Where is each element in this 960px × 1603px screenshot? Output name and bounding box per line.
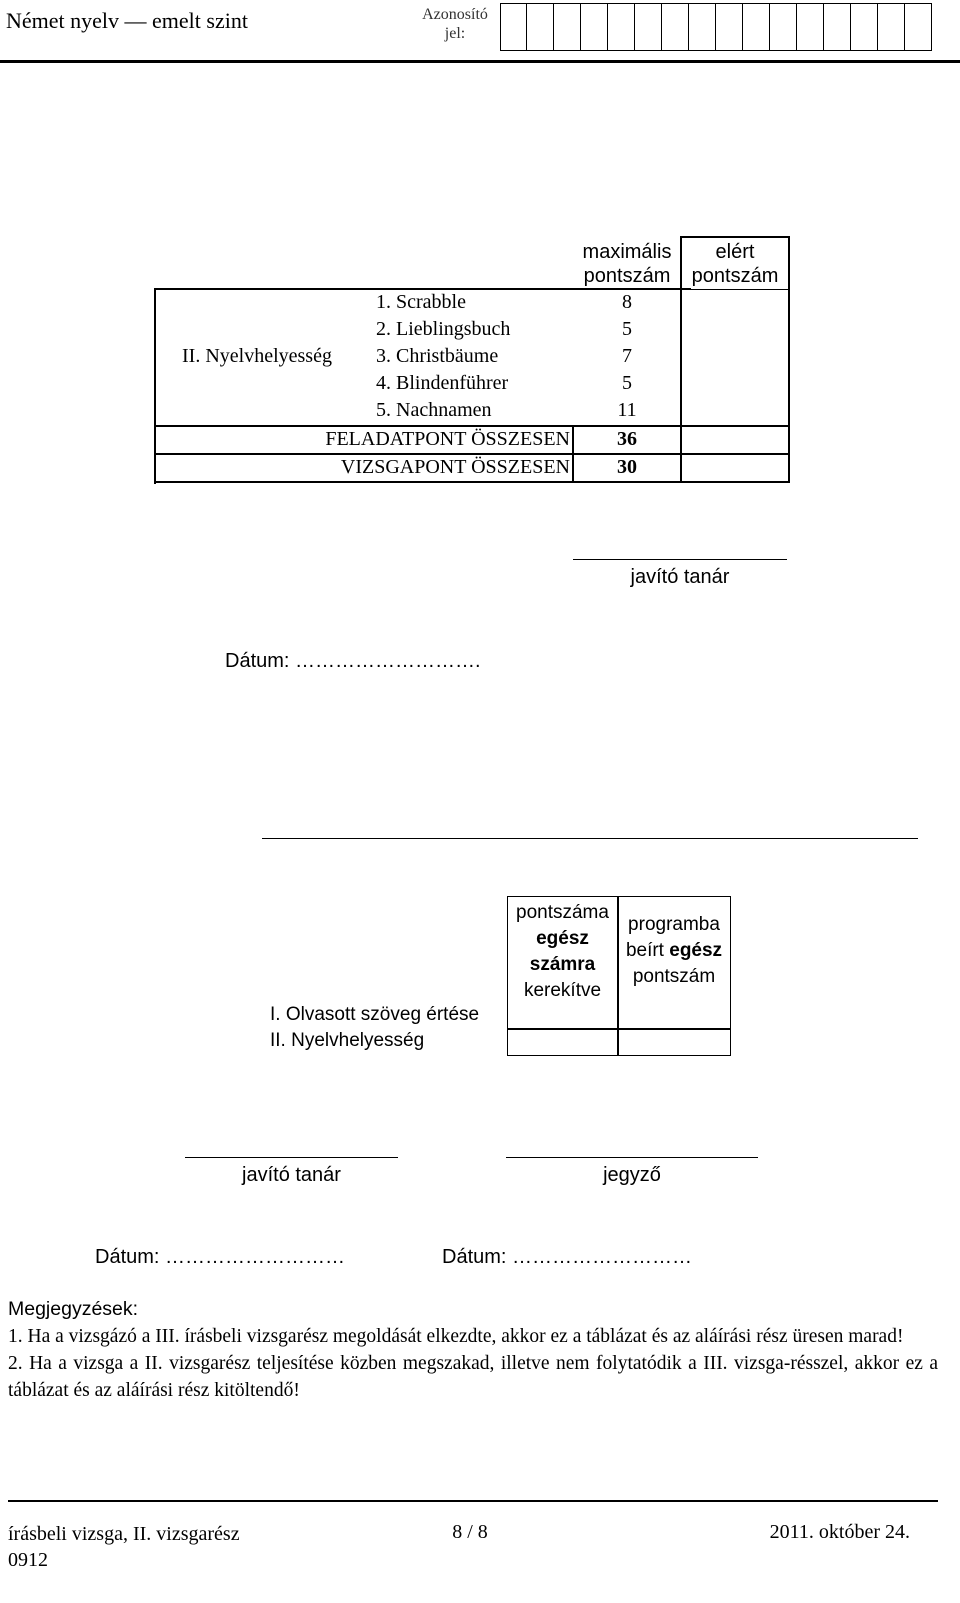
page-number: 8 / 8 [452, 1521, 488, 1543]
id-box[interactable] [878, 3, 905, 51]
row-label-reading: I. Olvasott szöveg értése [270, 1004, 480, 1025]
id-box[interactable] [716, 3, 743, 51]
id-box[interactable] [797, 3, 824, 51]
document-title: Német nyelv — emelt szint [6, 8, 248, 33]
id-box[interactable] [824, 3, 851, 51]
signature-line [185, 1157, 398, 1158]
id-label-line1: Azonosító [422, 6, 488, 23]
date-field[interactable]: Dátum: ………………………. [225, 650, 481, 672]
task-total-value: 36 [617, 428, 637, 450]
rounded-score-header: pontszáma egész számra kerekítve [516, 902, 609, 1001]
exam-total-value: 30 [617, 456, 637, 478]
task-max: 7 [622, 345, 632, 367]
notes-title: Megjegyzések: [8, 1298, 139, 1320]
row-label-grammar: II. Nyelvhelyesség [270, 1030, 425, 1051]
note-1: 1. Ha a vizsgázó a III. írásbeli vizsgarész megoldását elkezdte, akkor ez a táblázat és az aláírási rész üresen marad! [8, 1326, 904, 1347]
task-max: 5 [622, 372, 632, 394]
notes [8, 1296, 938, 1404]
id-label [414, 5, 496, 43]
date-field[interactable]: Dátum: ……………………… [442, 1246, 693, 1268]
id-box[interactable] [905, 3, 932, 51]
id-box[interactable] [500, 3, 527, 51]
id-box[interactable] [527, 3, 554, 51]
task-name: 5. Nachnamen [376, 399, 492, 421]
id-label-line2: jel: [444, 25, 466, 42]
id-box[interactable] [635, 3, 662, 51]
task-name: 2. Lieblingsbuch [376, 318, 511, 340]
footer-date: 2011. október 24. [769, 1521, 910, 1543]
task-total-label: FELADATPONT ÖSSZESEN [325, 428, 570, 450]
earned-score-header: elért pontszám [691, 241, 779, 287]
task-name: 4. Blindenführer [376, 372, 509, 394]
task-name: 3. Christbäume [376, 345, 499, 367]
date-field[interactable]: Dátum: ……………………… [95, 1246, 346, 1268]
max-score-header: maximális pontszám [582, 241, 672, 287]
signature-line [506, 1157, 758, 1158]
id-box[interactable] [554, 3, 581, 51]
section-label: II. Nyelvhelyesség [182, 345, 332, 367]
id-box[interactable] [581, 3, 608, 51]
exam-total-label: VIZSGAPONT ÖSSZESEN [340, 456, 570, 478]
program-score-header: programba beírt egész pontszám [625, 914, 723, 987]
id-box[interactable] [608, 3, 635, 51]
id-box[interactable] [851, 3, 878, 51]
note-2: 2. Ha a vizsga a II. vizsgarész teljesítése közben megszakad, illetve nem folytatódik a III. vizsga-résszel, akkor ez a táblázat és az aláírási rész kitöltendő! [8, 1353, 938, 1401]
footer-rule [8, 1500, 938, 1502]
section-separator [262, 838, 918, 839]
id-box[interactable] [770, 3, 797, 51]
signature-caption-teacher: javító tanár [242, 1164, 341, 1186]
header-rule [0, 60, 960, 63]
task-max: 8 [622, 291, 632, 313]
task-name: 1. Scrabble [376, 291, 466, 313]
id-boxes [500, 3, 932, 51]
signature-caption: javító tanár [630, 566, 730, 588]
task-max: 5 [622, 318, 632, 340]
id-box[interactable] [662, 3, 689, 51]
footer-left: írásbeli vizsga, II. vizsgarész 0912 [8, 1523, 240, 1571]
task-max: 11 [617, 399, 637, 421]
signature-line [573, 559, 787, 560]
signature-caption-registrar: jegyző [603, 1164, 661, 1186]
id-box[interactable] [689, 3, 716, 51]
id-box[interactable] [743, 3, 770, 51]
